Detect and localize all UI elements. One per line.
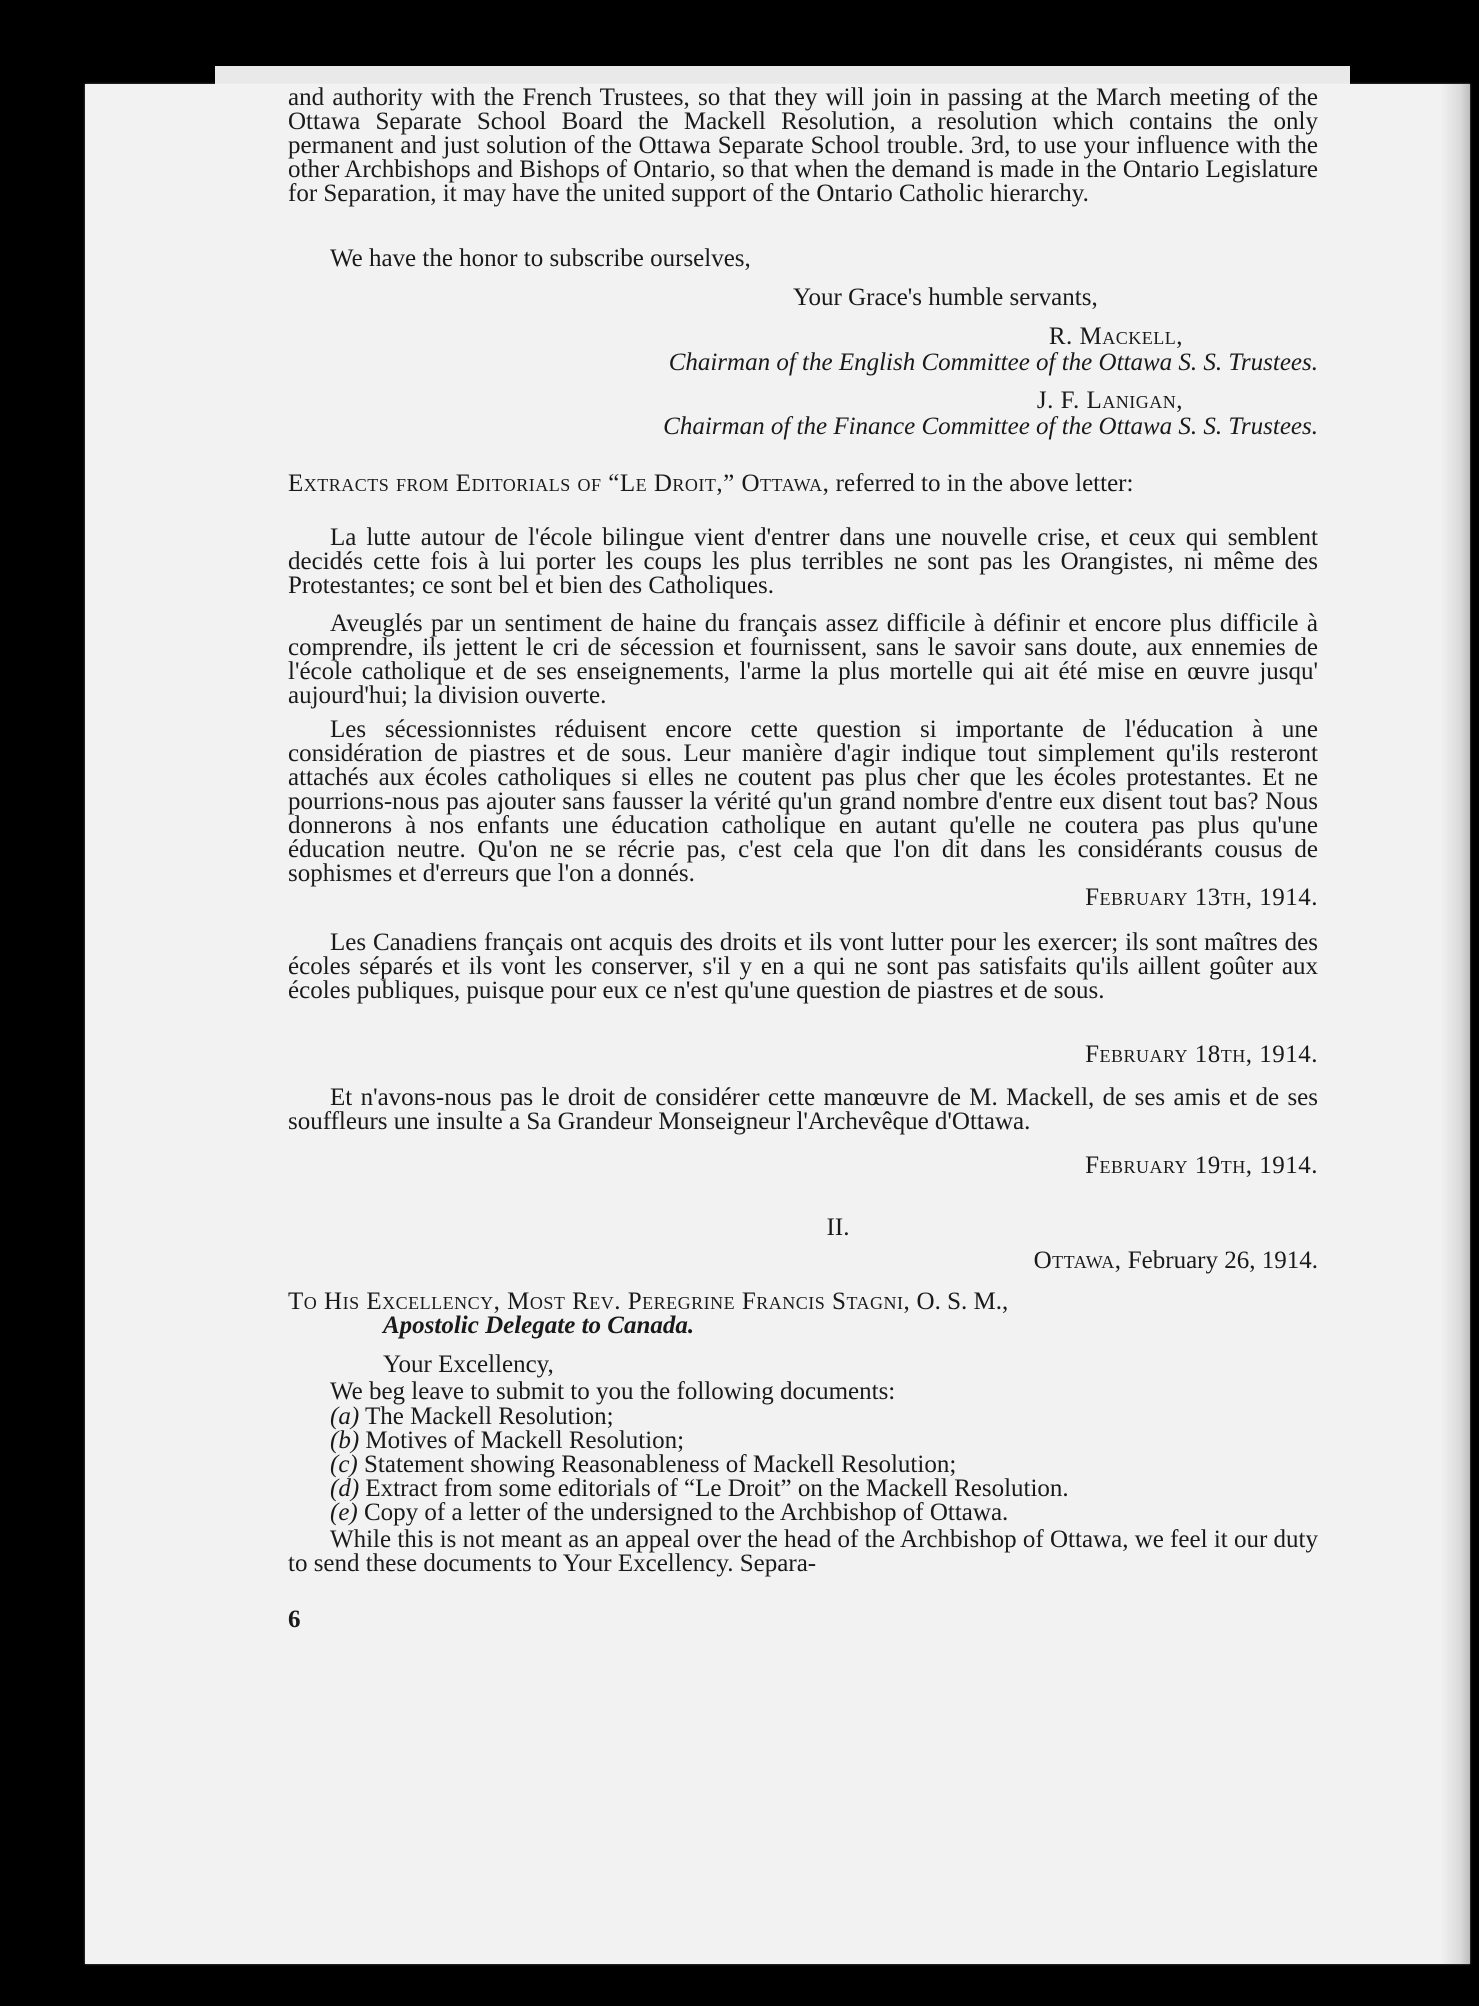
item-label-a: (a) xyxy=(330,1403,360,1430)
french-paragraph-5: Et n'avons-nous pas le droit de considérer cette manœuvre de M. Mackell, de ses amis et de ses souffleurs une insulte a Sa Grandeur Monseigneur l'Archevêque d'Ottawa. xyxy=(288,1084,1318,1135)
extracts-heading-caps: Extracts from Editorials of “Le Droit,” Ottawa, xyxy=(288,470,830,497)
addressee xyxy=(288,1290,1298,1314)
paragraph-resolution: and authority with the French Trustees, so that they will join in passing at the March meeting of the Ottawa Separate School Board the Mackell Resolution, a resolution which contains the only permanent and just solution of the Ottawa Separate School trouble. 3rd, to use your influence with the other Archbishops and Bishops of Ontario, so that when the demand is made in the Ontario Legislature for Separation, it may have the united support of the Ontario Catholic hierarchy. xyxy=(288,84,1318,207)
addressee-order: O. S. M., xyxy=(910,1288,1009,1315)
date-february-19: February 19th, 1914. xyxy=(1085,1152,1318,1179)
date-february-13: February 13th, 1914. xyxy=(1085,884,1318,911)
addressee-name: To His Excellency, Most Rev. Peregrine Francis Stagni, xyxy=(288,1288,911,1315)
page-edge xyxy=(1440,84,1470,1964)
item-text-c: Statement showing Reasonableness of Mackell Resolution; xyxy=(357,1451,957,1478)
signature-title-1: Chairman of the English Committee of the Ottawa S. S. Trustees. xyxy=(668,349,1318,376)
addressee-title: Apostolic Delegate to Canada. xyxy=(383,1312,695,1339)
item-label-c: (c) xyxy=(330,1451,358,1478)
document-item-c xyxy=(330,1453,1318,1477)
salutation: Your Excellency, xyxy=(383,1351,554,1378)
subscribe-line: We have the honor to subscribe ourselves, xyxy=(330,245,751,272)
item-label-b: (b) xyxy=(330,1427,360,1454)
extracts-heading-rest: referred to in the above letter: xyxy=(829,470,1134,497)
item-text-d: Extract from some editorials of “Le Droit” on the Mackell Resolution. xyxy=(359,1475,1069,1502)
documents-intro: We beg leave to submit to you the following documents: xyxy=(330,1378,896,1405)
letter-date xyxy=(288,1249,1318,1273)
closing-paragraph: While this is not meant as an appeal over the head of the Archbishop of Ottawa, we feel it our duty to send these documents to Your Excellency. Separa- xyxy=(288,1526,1318,1577)
french-paragraph-4: Les Canadiens français ont acquis des droits et ils vont lutter pour les exercer; ils sont maîtres des écoles séparés et ils vont les conserver, s'il y en a qui ne sont pas satisfaits qu'ils aillent goûter aux écoles publiques, puisque pour eux ce n'est qu'une question de piastres et de sous. xyxy=(288,929,1318,1004)
letter-date-day: February 26, 1914. xyxy=(1121,1247,1318,1274)
letter-date-place: Ottawa, xyxy=(1033,1247,1122,1274)
extracts-heading xyxy=(288,472,1318,496)
french-paragraph-3: Les sécessionnistes réduisent encore cette question si importante de l'éducation à une considération de piastres et de sous. Leur manière d'agir indique tout simplement qu'ils resteront attachés aux écoles catholiques si elles ne coutent pas plus cher que les écoles protestantes. Et ne pourrions-nous pas ajouter sans fausser la vérité qu'un grand nombre d'entre eux disent tout bas? Nous donnerons à nos enfants une éducation catholique en autant qu'elle ne coutera pas plus qu'une éducation neutre. Qu'on ne se récrie pas, c'est cela que l'on dit dans les considérants cousus de sophismes et d'erreurs que l'on a donnés. xyxy=(288,716,1318,887)
french-paragraph-2: Aveuglés par un sentiment de haine du français assez difficile à définir et encore plus difficile à comprendre, ils jettent le cri de sécession et fournissent, sans le savoir sans doute, aux ennemies de l'école catholique et de ses enseignements, l'arme la plus mortelle qui ait été mise en œuvre jusqu' aujourd'hui; la division ouverte. xyxy=(288,610,1318,709)
signature-name-1: R. Mackell, xyxy=(1048,323,1183,350)
item-label-d: (d) xyxy=(330,1475,360,1502)
page-number: 6 xyxy=(288,1606,301,1633)
document-item-b xyxy=(330,1429,1318,1453)
document-item-e xyxy=(330,1501,1318,1525)
document-item-a xyxy=(330,1405,1318,1429)
signature-name-2: J. F. Lanigan, xyxy=(1036,387,1183,414)
document-item-d xyxy=(330,1477,1318,1501)
date-february-18: February 18th, 1914. xyxy=(1085,1041,1318,1068)
section-number: II. xyxy=(826,1214,850,1241)
french-paragraph-1: La lutte autour de l'école bilingue vient d'entrer dans une nouvelle crise, et ceux qui semblent decidés cette fois à lui porter les coups les plus terribles ne sont pas les Orangistes, ni même des Protestantes; ce sont bel et bien des Catholiques. xyxy=(288,524,1318,599)
item-label-e: (e) xyxy=(330,1499,358,1526)
item-text-e: Copy of a letter of the undersigned to the Archbishop of Ottawa. xyxy=(357,1499,1009,1526)
item-text-b: Motives of Mackell Resolution; xyxy=(359,1427,685,1454)
item-text-a: The Mackell Resolution; xyxy=(359,1403,614,1430)
signature-title-2: Chairman of the Finance Committee of the Ottawa S. S. Trustees. xyxy=(663,413,1318,440)
servants-line: Your Grace's humble servants, xyxy=(793,284,1098,311)
